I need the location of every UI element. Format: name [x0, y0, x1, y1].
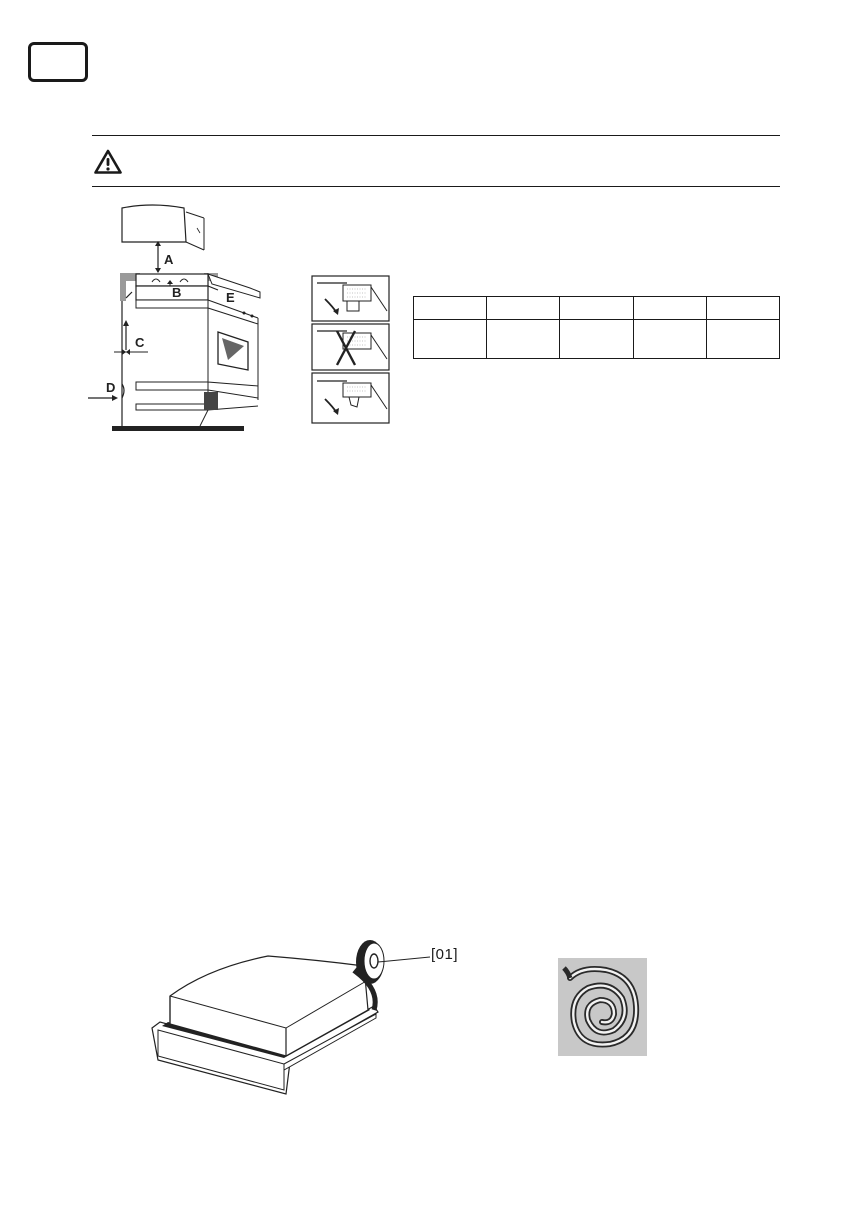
label-b: B [172, 285, 182, 300]
table-cell [487, 320, 560, 359]
table-header-cell [706, 297, 779, 320]
page-number-box [28, 42, 88, 82]
table-header-cell [633, 297, 706, 320]
label-a: A [164, 252, 174, 267]
warning-top-rule [92, 135, 780, 136]
clip-correct-bottom [312, 373, 389, 423]
seal-part-label: [01] [431, 946, 459, 963]
coiled-gasket-photo [558, 958, 647, 1056]
installation-clearance-figure [82, 200, 272, 435]
table-header-cell [560, 297, 633, 320]
table-cell [560, 320, 633, 359]
hob-seal-figure [148, 930, 438, 1100]
dimension-table [413, 296, 780, 359]
table-header-cell [487, 297, 560, 320]
table-header-row [414, 297, 780, 320]
clip-correct-top [312, 276, 389, 321]
label-e: E [226, 290, 235, 305]
warning-triangle-icon [94, 149, 122, 175]
label-c: C [135, 335, 145, 350]
label-d: D [106, 380, 116, 395]
clip-position-figures [311, 275, 391, 425]
table-header-cell [414, 297, 487, 320]
table-cell [414, 320, 487, 359]
table-cell [633, 320, 706, 359]
table-row [414, 320, 780, 359]
warning-bottom-rule [92, 186, 780, 187]
table-cell [706, 320, 779, 359]
clip-incorrect-middle [312, 324, 389, 370]
